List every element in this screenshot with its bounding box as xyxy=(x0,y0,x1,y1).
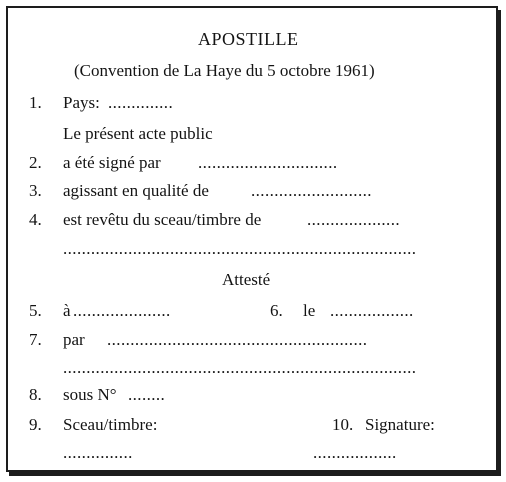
field-number-7: 7. xyxy=(29,330,42,349)
sceau-de-label: est revêtu du sceau/timbre de xyxy=(63,210,262,229)
qualite-dotted-line: .......................... xyxy=(251,181,372,200)
field-number-4: 4. xyxy=(29,210,42,229)
atteste-heading: Attesté xyxy=(222,270,271,289)
signature-label: Signature: xyxy=(365,415,435,434)
apostille-title: APOSTILLE xyxy=(198,29,299,49)
par-continuation-dotted-line: ............................................................................ xyxy=(63,358,417,377)
a-dotted-line: ..................... xyxy=(73,301,171,320)
field-number-5: 5. xyxy=(29,301,42,320)
a-label: à xyxy=(63,301,71,320)
par-label: par xyxy=(63,330,85,349)
pays-label: Pays: xyxy=(63,93,100,112)
convention-subtitle: (Convention de La Haye du 5 octobre 1961) xyxy=(74,61,375,80)
sceau-de-continuation-dotted-line: ............................................................................ xyxy=(63,239,417,258)
field-number-3: 3. xyxy=(29,181,42,200)
qualite-label: agissant en qualité de xyxy=(63,181,209,200)
field-number-1: 1. xyxy=(29,93,42,112)
intro-text: Le présent acte public xyxy=(63,124,213,143)
field-number-2: 2. xyxy=(29,153,42,172)
sceau-timbre-label: Sceau/timbre: xyxy=(63,415,158,434)
field-number-10: 10. xyxy=(332,415,354,434)
sceau-de-dotted-line: .................... xyxy=(307,210,400,229)
le-label: le xyxy=(303,301,316,320)
sceau-timbre-dotted-line: ............... xyxy=(63,443,133,462)
par-dotted-line: ........................................................ xyxy=(107,330,368,349)
field-number-9: 9. xyxy=(29,415,42,434)
numero-dotted-line: ........ xyxy=(128,385,166,404)
signature-dotted-line: .................. xyxy=(313,443,397,462)
numero-label: sous N° xyxy=(63,385,117,404)
pays-dotted-line: .............. xyxy=(108,93,174,112)
signe-par-label: a été signé par xyxy=(63,153,161,172)
signe-par-dotted-line: .............................. xyxy=(198,153,338,172)
le-dotted-line: .................. xyxy=(330,301,414,320)
field-number-6: 6. xyxy=(270,301,283,320)
field-number-8: 8. xyxy=(29,385,42,404)
